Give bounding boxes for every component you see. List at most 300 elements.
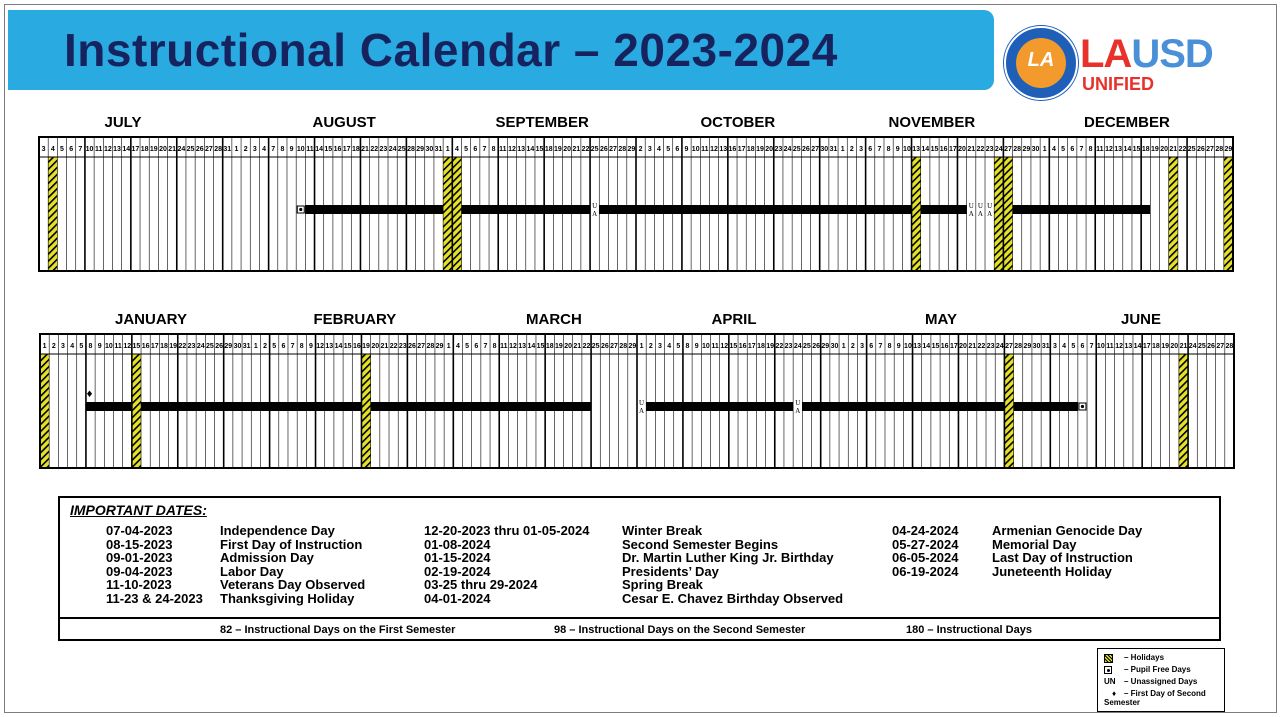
semester2-calendar-grid	[39, 333, 1235, 469]
month-label: OCTOBER	[700, 114, 776, 131]
logo-wordmark	[1080, 32, 1213, 77]
semester1-calendar-grid	[38, 136, 1234, 272]
day-number: 17	[949, 343, 958, 350]
day-number: 24	[995, 343, 1004, 350]
day-number: 3	[860, 343, 864, 350]
day-number: 17	[948, 146, 957, 153]
day-number: 3	[658, 343, 662, 350]
day-number: 12	[123, 343, 132, 350]
day-number: 31	[829, 146, 838, 153]
day-number: 14	[922, 343, 931, 350]
day-number: 20	[371, 343, 380, 350]
month-label: NOVEMBER	[888, 114, 976, 131]
day-number: 3	[647, 146, 652, 153]
day-number: 23	[986, 343, 995, 350]
day-number: 1	[446, 343, 451, 350]
day-number: 20	[564, 343, 573, 350]
title-banner	[8, 10, 994, 90]
day-number: 21	[168, 146, 177, 153]
day-number: 24	[388, 146, 397, 153]
day-number: 26	[408, 343, 416, 350]
important-event: Veterans Day Observed	[220, 577, 366, 593]
important-event: First Day of Instruction	[220, 536, 363, 552]
day-number: 9	[289, 146, 294, 153]
holiday-cell	[361, 354, 370, 468]
day-number: 28	[214, 146, 222, 153]
holiday-cell	[452, 157, 461, 271]
day-number: 31	[434, 146, 443, 153]
day-number: 14	[526, 146, 535, 153]
day-number: 29	[1224, 146, 1233, 153]
day-number: 11	[711, 343, 719, 350]
day-number: 23	[784, 343, 793, 350]
day-number: 19	[362, 343, 370, 350]
holiday-cell	[443, 157, 452, 271]
legend	[1097, 648, 1225, 712]
legend-unassigned-label: – Unassigned Days	[1124, 677, 1198, 686]
day-number: 21	[1179, 343, 1188, 350]
day-number: 22	[976, 146, 985, 153]
day-number: 11	[499, 146, 507, 153]
summary-second-semester: 98 – Instructional Days on the Second Semester	[554, 624, 806, 636]
day-number: 11	[114, 343, 122, 350]
day-number: 20	[959, 343, 967, 350]
important-event: Cesar E. Chavez Birthday Observed	[622, 591, 844, 606]
day-number: 30	[1031, 146, 1040, 153]
day-number: 18	[160, 343, 168, 350]
day-number: 7	[482, 146, 487, 153]
day-number: 11	[701, 146, 709, 153]
day-number: 26	[195, 146, 204, 153]
day-number: 12	[720, 343, 729, 350]
day-number: 13	[912, 146, 921, 153]
day-number: 26	[802, 146, 810, 153]
day-number: 19	[1151, 146, 1159, 153]
day-number: 15	[324, 146, 333, 153]
day-number: 1	[253, 343, 258, 350]
important-dates-panel	[58, 496, 1221, 641]
day-number: 25	[1197, 343, 1206, 350]
month-label: DECEMBER	[1084, 114, 1170, 131]
day-number: 21	[361, 146, 369, 153]
day-number: 1	[234, 146, 239, 153]
day-number: 9	[896, 343, 901, 350]
day-number: 28	[619, 343, 628, 350]
day-number: 17	[737, 146, 746, 153]
day-number: 21	[573, 343, 582, 350]
day-number: 17	[150, 343, 159, 350]
day-number: 8	[685, 343, 690, 350]
holiday-cell	[1004, 354, 1013, 468]
day-number: 23	[774, 146, 783, 153]
day-number: 10	[1096, 343, 1105, 350]
important-event: Juneteenth Holiday	[992, 563, 1112, 579]
day-number: 20	[159, 146, 167, 153]
day-number: 18	[545, 343, 554, 350]
day-number: 7	[271, 146, 276, 153]
day-number: 5	[60, 146, 64, 153]
day-number: 12	[316, 343, 325, 350]
month-label: APRIL	[711, 311, 757, 328]
seal-monogram: LA	[1027, 49, 1055, 71]
month-label: MARCH	[526, 311, 582, 328]
day-number: 29	[627, 146, 636, 153]
day-number: 29	[1022, 146, 1031, 153]
day-number: 12	[1105, 146, 1113, 153]
legend-holidays-label: – Holidays	[1124, 653, 1165, 662]
day-number: 19	[766, 343, 775, 350]
day-number: 7	[78, 146, 83, 153]
day-number: 16	[333, 146, 342, 153]
day-number: 11	[306, 146, 314, 153]
day-number: 25	[591, 343, 600, 350]
day-number: 5	[1071, 343, 1076, 350]
day-number: 14	[1133, 343, 1142, 350]
important-event: Admission Day	[220, 550, 314, 566]
important-event: Dr. Martin Luther King Jr. Birthday	[622, 550, 834, 566]
day-number: 30	[425, 146, 434, 153]
important-event: Spring Break	[622, 577, 703, 593]
holiday-cell	[132, 354, 141, 468]
pupil-free-dot	[299, 208, 302, 211]
day-number: 27	[610, 343, 618, 350]
month-label: MAY	[925, 311, 957, 328]
day-number: 15	[535, 146, 544, 153]
day-number: 3	[252, 146, 257, 153]
day-number: 5	[465, 343, 470, 350]
day-number: 9	[694, 343, 699, 350]
day-number: 4	[50, 146, 55, 153]
day-number: 2	[263, 343, 267, 350]
day-number: 26	[812, 343, 820, 350]
day-number: 5	[676, 343, 681, 350]
day-number: 16	[738, 343, 747, 350]
day-number: 2	[243, 146, 248, 153]
legend-pupil-free	[1104, 665, 1191, 674]
pupil-free-dot	[1081, 405, 1084, 408]
unassigned-marker: U	[968, 202, 974, 210]
day-number: 11	[1106, 343, 1114, 350]
day-number: 9	[308, 343, 313, 350]
day-number: 15	[930, 146, 939, 153]
day-number: 6	[1070, 146, 1075, 153]
diamond-icon: ♦	[1111, 689, 1117, 699]
important-date: 05-27-2024	[892, 536, 959, 552]
day-number: 29	[435, 343, 444, 350]
day-number: 10	[904, 343, 912, 350]
month-label: SEPTEMBER	[495, 114, 589, 131]
pupil-free-dot-icon	[1104, 666, 1112, 674]
day-number: 29	[416, 146, 425, 153]
day-number: 31	[223, 146, 232, 153]
holiday-cell	[40, 354, 49, 468]
unassigned-marker: A	[592, 210, 598, 218]
day-number: 5	[1061, 146, 1066, 153]
day-number: 22	[775, 343, 784, 350]
day-number: 7	[878, 343, 883, 350]
day-number: 26	[1207, 343, 1215, 350]
unassigned-marker: U	[987, 202, 993, 210]
legend-pupil-free-label: – Pupil Free Days	[1124, 665, 1191, 674]
day-number: 6	[473, 146, 478, 153]
day-number: 27	[609, 146, 617, 153]
legend-first-day	[1104, 689, 1216, 707]
day-number: 18	[351, 146, 360, 153]
day-number: 19	[756, 146, 764, 153]
legend-unassigned	[1104, 677, 1197, 686]
important-event: Last Day of Instruction	[992, 550, 1133, 566]
day-number: 8	[1088, 146, 1093, 153]
important-date: 01-15-2024	[424, 550, 491, 566]
day-number: 22	[370, 146, 379, 153]
day-number: 20	[765, 146, 774, 153]
important-event: Thanksgiving Holiday	[220, 591, 355, 606]
unassigned-marker: A	[987, 210, 993, 218]
day-number: 25	[792, 146, 801, 153]
day-number: 19	[169, 343, 178, 350]
holiday-cell	[1224, 157, 1233, 271]
page-title: Instructional Calendar – 2023-2024	[64, 24, 838, 76]
day-number: 15	[132, 343, 141, 350]
day-number: 6	[869, 343, 874, 350]
summary-total: 180 – Instructional Days	[906, 624, 1032, 636]
day-number: 3	[61, 343, 65, 350]
day-number: 22	[389, 343, 398, 350]
important-date: 03-25 thru 29-2024	[424, 577, 538, 593]
day-number: 6	[1080, 343, 1085, 350]
day-number: 20	[958, 146, 966, 153]
day-number: 2	[648, 343, 653, 350]
day-number: 18	[1152, 343, 1160, 350]
instruction-bar	[1014, 402, 1078, 411]
day-number: 30	[820, 146, 829, 153]
holiday-cell	[994, 157, 1003, 271]
important-event: Labor Day	[220, 563, 284, 579]
important-date: 11-10-2023	[106, 577, 172, 593]
day-number: 7	[483, 343, 488, 350]
day-number: 3	[1052, 343, 1057, 350]
unassigned-marker: U	[977, 202, 983, 210]
day-number: 6	[281, 343, 286, 350]
day-number: 19	[555, 343, 563, 350]
day-number: 12	[710, 146, 718, 153]
day-number: 23	[985, 146, 994, 153]
important-date: 12-20-2023 thru 01-05-2024	[424, 523, 590, 538]
day-number: 26	[215, 343, 223, 350]
day-number: 8	[886, 146, 891, 153]
lausd-seal-icon	[1004, 26, 1078, 100]
unassigned-marker: A	[968, 210, 974, 218]
legend-holidays	[1104, 653, 1164, 663]
day-number: 22	[582, 343, 591, 350]
legend-first-day-label: – First Day of Second Semester	[1104, 689, 1206, 708]
day-number: 3	[41, 146, 46, 153]
day-number: 27	[205, 146, 213, 153]
day-number: 17	[131, 146, 140, 153]
day-number: 12	[1115, 343, 1124, 350]
day-number: 13	[1124, 343, 1133, 350]
day-number: 14	[527, 343, 536, 350]
day-number: 5	[666, 146, 671, 153]
day-number: 25	[206, 343, 214, 350]
day-number: 22	[1178, 146, 1187, 153]
important-date: 09-04-2023	[106, 563, 173, 579]
day-number: 24	[177, 146, 186, 153]
day-number: 28	[1013, 146, 1022, 153]
day-number: 26	[599, 146, 608, 153]
day-number: 14	[315, 146, 324, 153]
day-number: 15	[931, 343, 940, 350]
important-event: Winter Break	[622, 523, 703, 538]
day-number: 18	[140, 146, 149, 153]
day-number: 31	[242, 343, 251, 350]
day-number: 11	[500, 343, 508, 350]
day-number: 22	[581, 146, 590, 153]
important-date: 02-19-2024	[424, 563, 491, 579]
day-number: 1	[42, 343, 47, 350]
day-number: 20	[1170, 343, 1179, 350]
day-number: 21	[1169, 146, 1178, 153]
day-number: 2	[850, 343, 855, 350]
important-event: Independence Day	[220, 523, 335, 538]
day-number: 7	[1079, 146, 1084, 153]
logo-wordmark-usd: USD	[1131, 32, 1213, 76]
instruction-bar	[921, 205, 967, 214]
day-number: 10	[85, 146, 94, 153]
important-date: 11-23 & 24-2023	[106, 591, 203, 606]
day-number: 13	[518, 343, 527, 350]
important-date: 07-04-2023	[106, 523, 173, 538]
day-number: 27	[417, 343, 426, 350]
day-number: 25	[397, 146, 406, 153]
important-event: Armenian Genocide Day	[992, 523, 1143, 538]
day-number: 10	[296, 146, 305, 153]
month-label: JUNE	[1121, 311, 1162, 328]
day-number: 23	[187, 343, 196, 350]
day-number: 13	[1114, 146, 1123, 153]
day-number: 13	[113, 146, 121, 153]
day-number: 2	[638, 146, 643, 153]
day-number: 10	[104, 343, 113, 350]
day-number: 24	[196, 343, 205, 350]
unassigned-marker: U	[795, 399, 801, 407]
instruction-bar	[1013, 205, 1151, 214]
day-number: 26	[1196, 146, 1205, 153]
day-number: 1	[841, 343, 846, 350]
day-number: 23	[379, 146, 388, 153]
day-number: 10	[691, 146, 700, 153]
unassigned-marker: U	[639, 399, 645, 407]
day-number: 2	[51, 343, 56, 350]
day-number: 17	[1142, 343, 1151, 350]
day-number: 5	[464, 146, 469, 153]
day-number: 25	[590, 146, 599, 153]
unassigned-marker: A	[977, 210, 983, 218]
day-number: 9	[97, 343, 102, 350]
day-number: 8	[887, 343, 892, 350]
day-number: 24	[793, 343, 802, 350]
day-number: 16	[728, 146, 737, 153]
important-date: 01-08-2024	[424, 536, 491, 552]
holiday-hatch-icon	[1104, 654, 1113, 663]
logo-wordmark-la: LA	[1080, 32, 1132, 76]
day-number: 18	[1141, 146, 1150, 153]
first-day-second-semester-marker: ♦	[85, 390, 94, 400]
day-number: 28	[1014, 343, 1023, 350]
holiday-cell	[1179, 354, 1188, 468]
day-number: 27	[1004, 146, 1012, 153]
day-number: 11	[1096, 146, 1104, 153]
day-number: 26	[600, 343, 609, 350]
day-number: 14	[1123, 146, 1132, 153]
unassigned-marker: A	[639, 407, 645, 415]
day-number: 15	[729, 343, 738, 350]
day-number: 4	[70, 343, 75, 350]
day-number: 19	[149, 146, 158, 153]
legend-unassigned-symbol: UN	[1104, 677, 1116, 687]
important-date: 08-15-2023	[106, 536, 173, 552]
month-label: JULY	[104, 114, 142, 131]
day-number: 13	[325, 343, 334, 350]
day-number: 8	[299, 343, 304, 350]
important-dates-title: IMPORTANT DATES:	[70, 502, 207, 518]
holiday-cell	[48, 157, 57, 271]
day-number: 24	[1188, 343, 1197, 350]
day-number: 17	[747, 343, 756, 350]
day-number: 29	[224, 343, 233, 350]
day-number: 4	[1062, 343, 1067, 350]
day-number: 14	[122, 146, 131, 153]
day-number: 11	[94, 146, 103, 153]
day-number: 20	[1160, 146, 1169, 153]
day-number: 15	[536, 343, 545, 350]
day-number: 12	[103, 146, 112, 153]
day-number: 7	[1089, 343, 1094, 350]
day-number: 25	[186, 146, 195, 153]
unassigned-marker: U	[592, 202, 598, 210]
day-number: 6	[868, 146, 873, 153]
month-label: FEBRUARY	[313, 311, 397, 328]
day-number: 8	[491, 146, 496, 153]
day-number: 4	[1051, 146, 1056, 153]
day-number: 27	[1216, 343, 1225, 350]
important-date: 04-01-2024	[424, 591, 491, 606]
day-number: 21	[968, 343, 977, 350]
day-number: 6	[69, 146, 74, 153]
day-number: 12	[509, 343, 517, 350]
day-number: 29	[1023, 343, 1032, 350]
day-number: 23	[398, 343, 407, 350]
important-event: Second Semester Begins	[622, 536, 779, 552]
day-number: 9	[895, 146, 900, 153]
day-number: 14	[334, 343, 343, 350]
day-number: 31	[1041, 343, 1050, 350]
day-number: 7	[290, 343, 295, 350]
day-number: 21	[380, 343, 389, 350]
holiday-cell	[1003, 157, 1012, 271]
day-number: 1	[445, 146, 450, 153]
day-number: 29	[628, 343, 637, 350]
day-number: 16	[141, 343, 150, 350]
day-number: 9	[684, 146, 689, 153]
month-label: AUGUST	[312, 114, 376, 131]
day-number: 29	[821, 343, 830, 350]
day-number: 1	[840, 146, 845, 153]
day-number: 4	[657, 146, 661, 153]
day-number: 1	[1042, 146, 1047, 153]
day-number: 19	[554, 146, 562, 153]
day-number: 4	[262, 146, 266, 153]
